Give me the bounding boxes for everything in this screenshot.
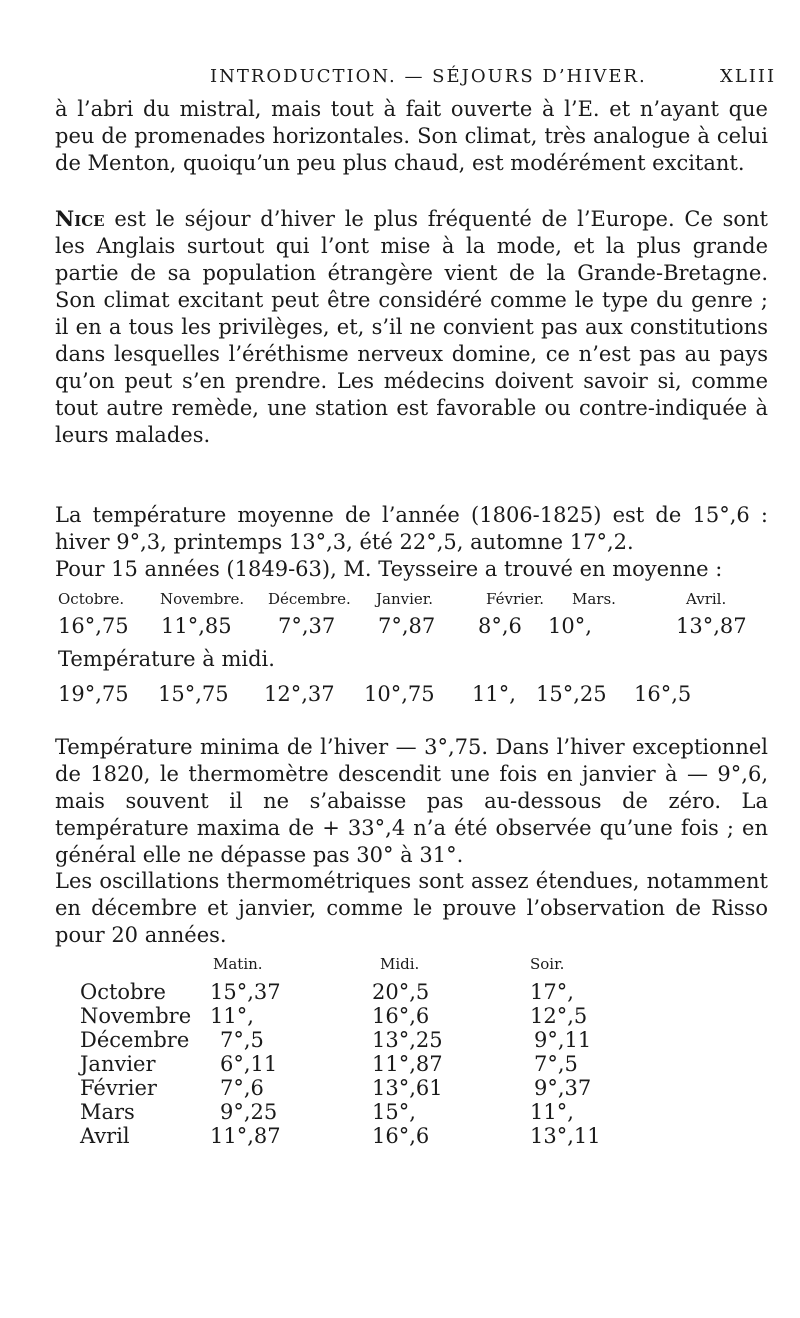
noon-value: 12°,37 bbox=[264, 682, 335, 706]
mean-value: 7°,37 bbox=[278, 614, 336, 638]
mean-value: 10°, bbox=[548, 614, 592, 638]
paragraph-nice bbox=[55, 205, 768, 449]
month-header: Novembre. bbox=[160, 590, 245, 608]
row-month: Février bbox=[80, 1076, 157, 1100]
noon-value: 11°, bbox=[472, 682, 516, 706]
cell-midi: 16°,6 bbox=[372, 1124, 430, 1148]
table-row bbox=[80, 1124, 740, 1148]
cell-midi: 20°,5 bbox=[372, 980, 430, 1004]
table-row bbox=[80, 980, 740, 1004]
cell-soir: 7°,5 bbox=[534, 1052, 578, 1076]
noon-value: 15°,75 bbox=[158, 682, 229, 706]
cell-matin: 9°,25 bbox=[220, 1100, 278, 1124]
cell-matin: 15°,37 bbox=[210, 980, 281, 1004]
noon-value: 19°,75 bbox=[58, 682, 129, 706]
table-row bbox=[80, 1076, 740, 1100]
noon-temperature-label: Température à midi. bbox=[58, 647, 275, 671]
paragraph-nice-body: est le séjour d’hiver le plus fréquenté de l’Europe. Ce sont les Anglais surtout qui l’ont mise à la mode, et la plus grande partie de sa population étrangère vient de la Grande-Bretagne. Son climat excitant peut être considéré comme le type du genre ; il en a tous les privilèges, et, s’il ne convient pas aux constitutions dans lesquelles l’éréthisme nerveux domine, ce n’est pas au pays qu’on peut s’en prendre. Les médecins doivent savoir si, comme tout autre remède, une station est favorable ou contre-indiquée à leurs malades. bbox=[55, 207, 768, 447]
month-header: Mars. bbox=[572, 590, 616, 608]
mean-value: 8°,6 bbox=[478, 614, 522, 638]
cell-soir: 13°,11 bbox=[530, 1124, 601, 1148]
row-month: Avril bbox=[80, 1124, 130, 1148]
month-header: Janvier. bbox=[376, 590, 434, 608]
paragraph-teysseire: Pour 15 années (1849-63), M. Teysseire a trouvé en moyenne : bbox=[55, 557, 723, 581]
row-month: Novembre bbox=[80, 1004, 192, 1028]
cell-matin: 7°,5 bbox=[220, 1028, 264, 1052]
paragraph-nice-lead: Nice bbox=[55, 206, 105, 231]
column-header-soir: Soir. bbox=[530, 955, 565, 973]
cell-midi: 11°,87 bbox=[372, 1052, 443, 1076]
running-head-title: INTRODUCTION. — SÉJOURS D’HIVER. bbox=[210, 66, 647, 87]
paragraph-minima-maxima: Température minima de l’hiver — 3°,75. Dans l’hiver exceptionnel de 1820, le thermomètre descendit une fois en janvier à — 9°,6, mais souvent il ne s’abaisse pas au-dessous de zéro. La température maxima de + 33°,4 n’a été observée qu’une fois ; en général elle ne dépasse pas 30° à 31°. bbox=[55, 735, 768, 867]
paragraph-annual-temperature: La température moyenne de l’année (1806-1825) est de 15°,6 : hiver 9°,3, printemps 13°,3, été 22°,5, automne 17°,2. bbox=[55, 503, 768, 554]
row-month: Octobre bbox=[80, 980, 166, 1004]
column-header-midi: Midi. bbox=[380, 955, 420, 973]
table-row bbox=[80, 1052, 740, 1076]
cell-soir: 12°,5 bbox=[530, 1004, 588, 1028]
noon-value: 16°,5 bbox=[634, 682, 692, 706]
table-row bbox=[80, 1100, 740, 1124]
mean-value: 11°,85 bbox=[161, 614, 232, 638]
cell-soir: 11°, bbox=[530, 1100, 574, 1124]
paragraph-menton: à l’abri du mistral, mais tout à fait ouverte à l’E. et n’ayant que peu de promenades horizontales. Son climat, très analogue à celui de Menton, quoiqu’un peu plus chaud, est modérément excitant. bbox=[55, 97, 768, 175]
row-month: Décembre bbox=[80, 1028, 190, 1052]
row-month: Mars bbox=[80, 1100, 135, 1124]
running-head bbox=[210, 66, 777, 87]
cell-midi: 16°,6 bbox=[372, 1004, 430, 1028]
cell-soir: 9°,11 bbox=[534, 1028, 592, 1052]
table-row bbox=[80, 1004, 740, 1028]
month-header: Février. bbox=[486, 590, 545, 608]
risso-table-header bbox=[80, 955, 740, 980]
cell-matin: 11°,87 bbox=[210, 1124, 281, 1148]
cell-midi: 13°,61 bbox=[372, 1076, 443, 1100]
column-header-matin: Matin. bbox=[213, 955, 263, 973]
cell-soir: 9°,37 bbox=[534, 1076, 592, 1100]
mean-value: 13°,87 bbox=[676, 614, 747, 638]
paragraph-oscillations: Les oscillations thermométriques sont assez étendues, notamment en décembre et janvier, comme le prouve l’observation de Risso pour 20 années. bbox=[55, 869, 768, 947]
month-header: Décembre. bbox=[268, 590, 351, 608]
mean-value: 16°,75 bbox=[58, 614, 129, 638]
row-month: Janvier bbox=[80, 1052, 156, 1076]
cell-matin: 11°, bbox=[210, 1004, 254, 1028]
cell-matin: 7°,6 bbox=[220, 1076, 264, 1100]
month-header: Avril. bbox=[686, 590, 727, 608]
noon-value: 10°,75 bbox=[364, 682, 435, 706]
cell-midi: 13°,25 bbox=[372, 1028, 443, 1052]
month-header: Octobre. bbox=[58, 590, 125, 608]
noon-value: 15°,25 bbox=[536, 682, 607, 706]
risso-table bbox=[80, 955, 740, 1148]
page-number: XLIII bbox=[720, 66, 777, 87]
cell-soir: 17°, bbox=[530, 980, 574, 1004]
table-row bbox=[80, 1028, 740, 1052]
cell-matin: 6°,11 bbox=[220, 1052, 278, 1076]
mean-value: 7°,87 bbox=[378, 614, 436, 638]
cell-midi: 15°, bbox=[372, 1100, 416, 1124]
